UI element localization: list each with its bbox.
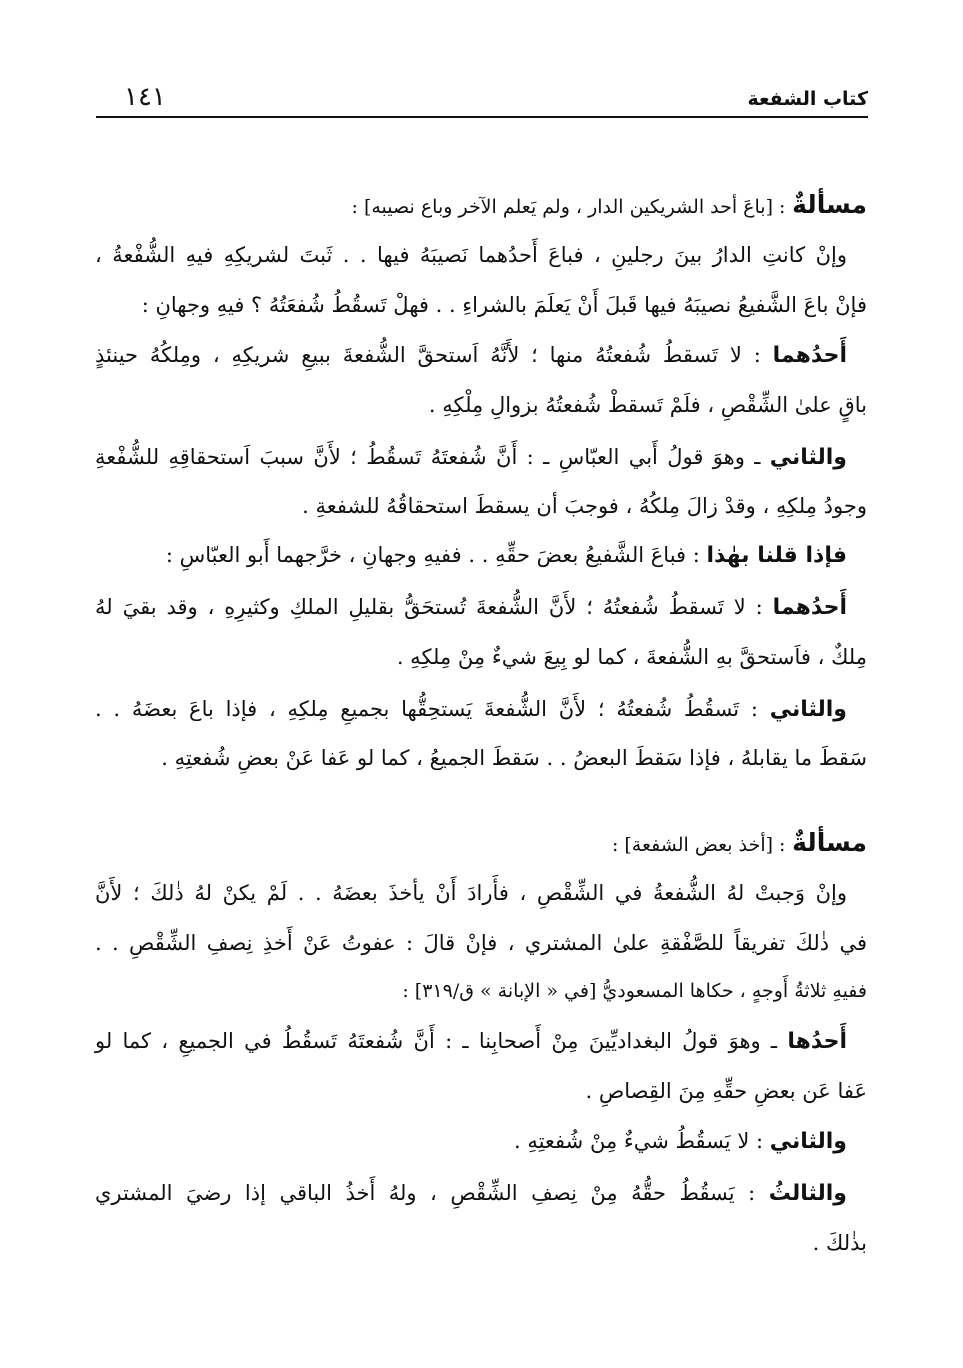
paragraph-text: ـ وهوَ قولُ أَبي العبّاسِ ـ : أَنَّ شُفعتَهُ تَسقُطُ ؛ لأَنَّ سببَ اَستحقاقِهِ للشُّفْعةِ	[95, 445, 761, 469]
paragraph-label: فإذا قلنا بهٰذا	[706, 543, 847, 568]
paragraph-line	[95, 1168, 847, 1218]
paragraph-line	[95, 582, 847, 632]
paragraph-line	[95, 1116, 847, 1166]
section2-heading-text: : [أخذ بعض الشفعة] :	[611, 834, 786, 856]
paragraph-line: ففيهِ ثلاثةُ أَوجهٍ ، حكاها المسعوديُّ [في « الإبانة » ق/٣١٩] :	[402, 980, 867, 1002]
paragraph-line: في ذٰلكَ تفريقاً للصَّفْقةِ علىٰ المشتري ، فإنْ قالَ : عفوتُ عَنْ أَخذِ نِصفِ الشِّقْصِ . .	[95, 931, 867, 955]
paragraph-line: عَفا عَن بعضِ حقِّهِ مِنَ القِصاصِ .	[585, 1079, 867, 1103]
paragraph-line	[95, 1016, 847, 1066]
paragraph-label: والثاني	[769, 697, 847, 722]
paragraph-line: باقٍ علىٰ الشِّقْصِ ، فلَمْ تَسقطْ شُفعتُهُ بزوالِ مِلْكِهِ .	[428, 393, 867, 417]
masala-label: مسألةٌ	[792, 828, 867, 857]
paragraph-label: والثاني	[769, 445, 847, 470]
paragraph-line: فإنْ باعَ الشَّفيعُ نصيبَهُ فيها قَبلَ أَنْ يَعلَمَ بالشراءِ . . فهلْ تَسقُطُ شُفعَتُهُ ؟ فيهِ وجهانِ :	[141, 293, 867, 317]
paragraph-line: وإنْ كانتِ الدارُ بينَ رجلينِ ، فباعَ أَحدُهما نَصيبَهُ فيها . . ثَبتَ لشريكِهِ فيهِ الشُّفْعةُ ،	[95, 243, 847, 267]
paragraph-line: سَقطَ ما يقابلهُ ، فإذا سَقطَ البعضُ . . سَقطَ الجميعُ ، كما لو عَفا عَنْ بعضِ شُفعتِهِ .	[161, 746, 867, 770]
page-number: ١٤١	[124, 82, 166, 112]
paragraph-label: والثالثُ	[768, 1181, 847, 1206]
paragraph-line	[95, 684, 847, 734]
paragraph-label: أَحدُهما	[772, 343, 847, 368]
paragraph-line: مِلكٌ ، فاَستحقَّ بهِ الشُّفعةَ ، كما لو بِيعَ شيءٌ مِنْ مِلكِهِ .	[396, 645, 867, 669]
chapter-title: كتاب الشفعة	[747, 88, 868, 110]
section2-heading	[95, 818, 867, 868]
page-header	[96, 78, 868, 118]
paragraph-label: أَحدُها	[787, 1029, 847, 1054]
paragraph-text: : لا تَسقطُ شُفعتُهُ ؛ لأَنَّ الشُّفعةَ تُستحَقُّ بقليلِ الملكِ وكثيرِهِ ، وقد بقيَ لهُ	[95, 595, 763, 619]
paragraph-line	[95, 530, 847, 580]
paragraph-label: والثاني	[769, 1129, 847, 1154]
paragraph-line: بذٰلكَ .	[812, 1231, 867, 1255]
paragraph-text: : لا يَسقُطُ شيءٌ مِنْ شُفعتِهِ .	[513, 1129, 764, 1153]
section1-heading	[95, 180, 867, 230]
paragraph-text: : تَسقُطُ شُفعتُهُ ؛ لأَنَّ الشُّفعةَ يَستحِقُّها بجميعِ مِلكِهِ ، فإذا باعَ بعضَهُ . .	[95, 697, 758, 721]
paragraph-text: : فباعَ الشَّفيعُ بعضَ حقِّهِ . . ففيهِ وجهانِ ، خرَّجهما أَبو العبّاسِ :	[165, 543, 700, 567]
section1-heading-text: : [باعَ أحد الشريكين الدار ، ولم يَعلم الآخر وباع نصيبه] :	[351, 196, 786, 218]
masala-label: مسألةٌ	[792, 190, 867, 219]
paragraph-text: : لا تَسقطُ شُفعتُهُ منها ؛ لأَنَّهُ اَستحقَّ الشُّفعةَ ببيعِ شريكِهِ ، ومِلكُهُ حينئذٍ	[95, 343, 761, 367]
paragraph-line	[95, 432, 847, 482]
paragraph-label: أَحدُهما	[772, 595, 847, 620]
paragraph-text: : يَسقُطُ حقُّهُ مِنْ نِصفِ الشِّقْصِ ، ولهُ أَخذُ الباقي إذا رضيَ المشتري	[95, 1181, 756, 1205]
paragraph-line	[95, 330, 847, 380]
paragraph-line: وجودُ مِلكِهِ ، وقدْ زالَ مِلكُهُ ، فوجبَ أن يسقطَ استحقاقُهُ للشفعةِ .	[302, 494, 867, 518]
paragraph-line: وإنْ وَجبتْ لهُ الشُّفعةُ في الشِّقْصِ ، فأَرادَ أَنْ يأخذَ بعضَهُ . . لَمْ يكنْ لهُ ذٰلكَ ؛ لأَنَّ	[95, 881, 847, 905]
paragraph-text: ـ وهوَ قولُ البغداديِّينَ مِنْ أَصحابِنا ـ : أَنَّ شُفعتَهُ تَسقُطُ في الجميعِ ، كما لو	[95, 1029, 778, 1053]
